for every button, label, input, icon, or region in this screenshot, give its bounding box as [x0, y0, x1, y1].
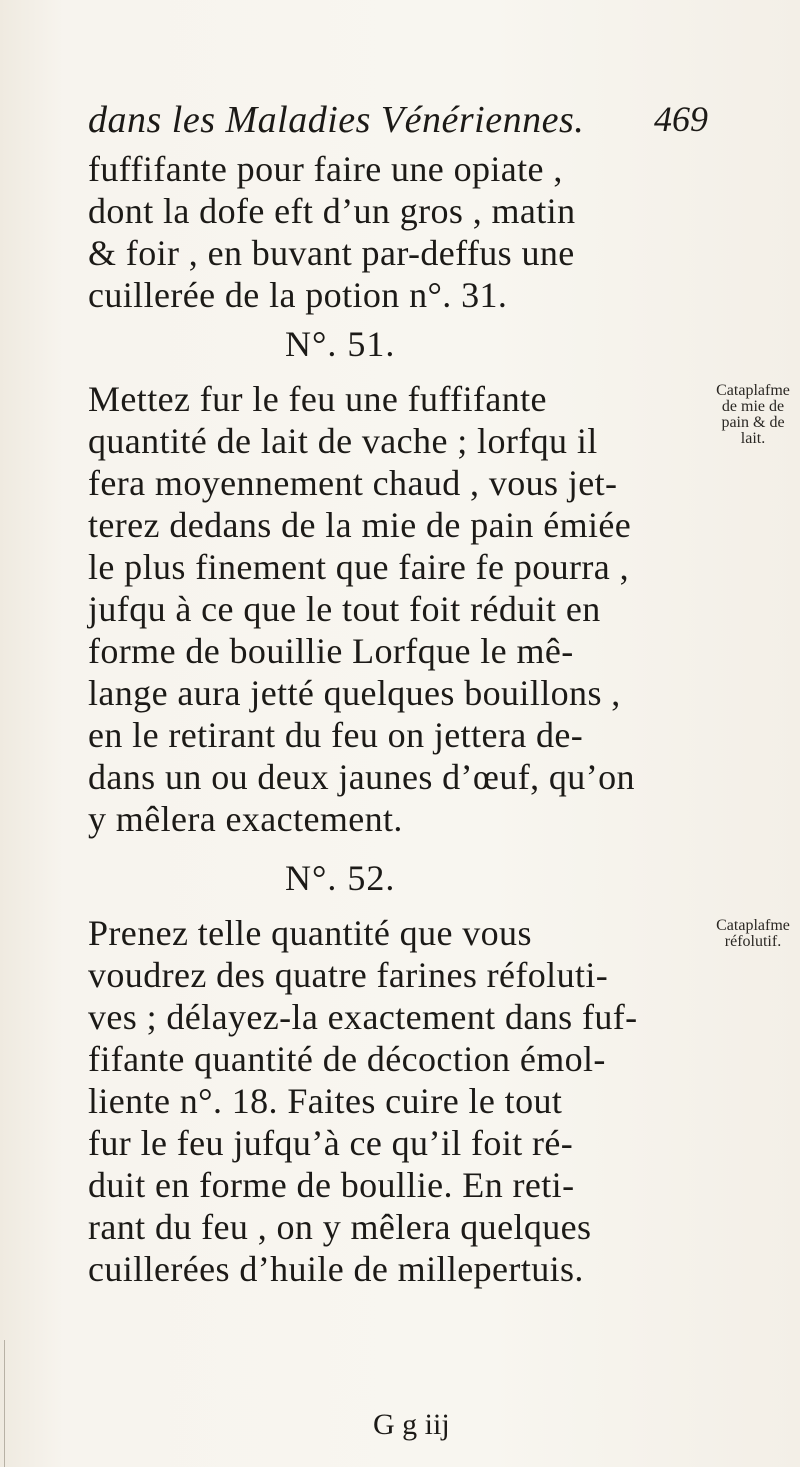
text-line: le plus finement que faire fe pourra , [88, 547, 629, 587]
text-line: fifante quantité de décoction émol- [88, 1039, 606, 1079]
text-line: cuillerée de la potion n°. 31. [88, 275, 508, 315]
text-line: ves ; délayez-la exactement dans fuf- [88, 997, 638, 1037]
text-line: & foir , en buvant par-deffus une [88, 233, 575, 273]
margin-note-line: réfolutif. [724, 933, 782, 950]
text-line: y mêlera exactement. [88, 799, 403, 839]
margin-note-line: lait. [740, 430, 766, 447]
signature-mark: G g iij [373, 1408, 450, 1441]
text-line: fera moyennement chaud , vous jet- [88, 463, 618, 503]
text-line: dans un ou deux jaunes d’œuf, qu’on [88, 757, 635, 797]
margin-note-line: de mie de [721, 398, 785, 415]
text-line: Mettez fur le feu une fuffifante [88, 379, 547, 419]
text-line: Prenez telle quantité que vous [88, 913, 532, 953]
text-line: duit en forme de boullie. En reti- [88, 1165, 575, 1205]
running-head-title: dans les Maladies Vénériennes. [88, 99, 585, 141]
page-edge-line [4, 1340, 5, 1467]
text-line: voudrez des quatre farines réfoluti- [88, 955, 609, 995]
text-line: terez dedans de la mie de pain émiée [88, 505, 632, 545]
text-line: jufqu à ce que le tout foit réduit en [88, 589, 601, 629]
text-line: rant du feu , on y mêlera quelques [88, 1207, 592, 1247]
text-line: fur le feu jufqu’à ce qu’il foit ré- [88, 1123, 574, 1163]
margin-note-resolutive-cataplasm [713, 918, 793, 950]
running-head [88, 98, 708, 148]
margin-note-line: Cataplafme [716, 917, 790, 934]
section-heading-52: N°. 52. [285, 858, 396, 898]
text-line: lange aura jetté quelques bouillons , [88, 673, 621, 713]
section-heading-51: N°. 51. [285, 324, 396, 364]
margin-note-line: pain & de [721, 414, 785, 431]
text-line: dont la dofe eft d’un gros , matin [88, 191, 576, 231]
margin-note-cataplasm-bread-milk [713, 383, 793, 447]
text-line: fuffifante pour faire une opiate , [88, 149, 563, 189]
text-line: liente n°. 18. Faites cuire le tout [88, 1081, 563, 1121]
page-number: 469 [654, 99, 708, 139]
text-line: forme de bouillie Lorfque le mê- [88, 631, 574, 671]
text-line: quantité de lait de vache ; lorfqu il [88, 421, 598, 461]
margin-note-line: Cataplafme [716, 382, 790, 399]
text-line: en le retirant du feu on jettera de- [88, 715, 584, 755]
text-line: cuillerées d’huile de millepertuis. [88, 1249, 584, 1289]
